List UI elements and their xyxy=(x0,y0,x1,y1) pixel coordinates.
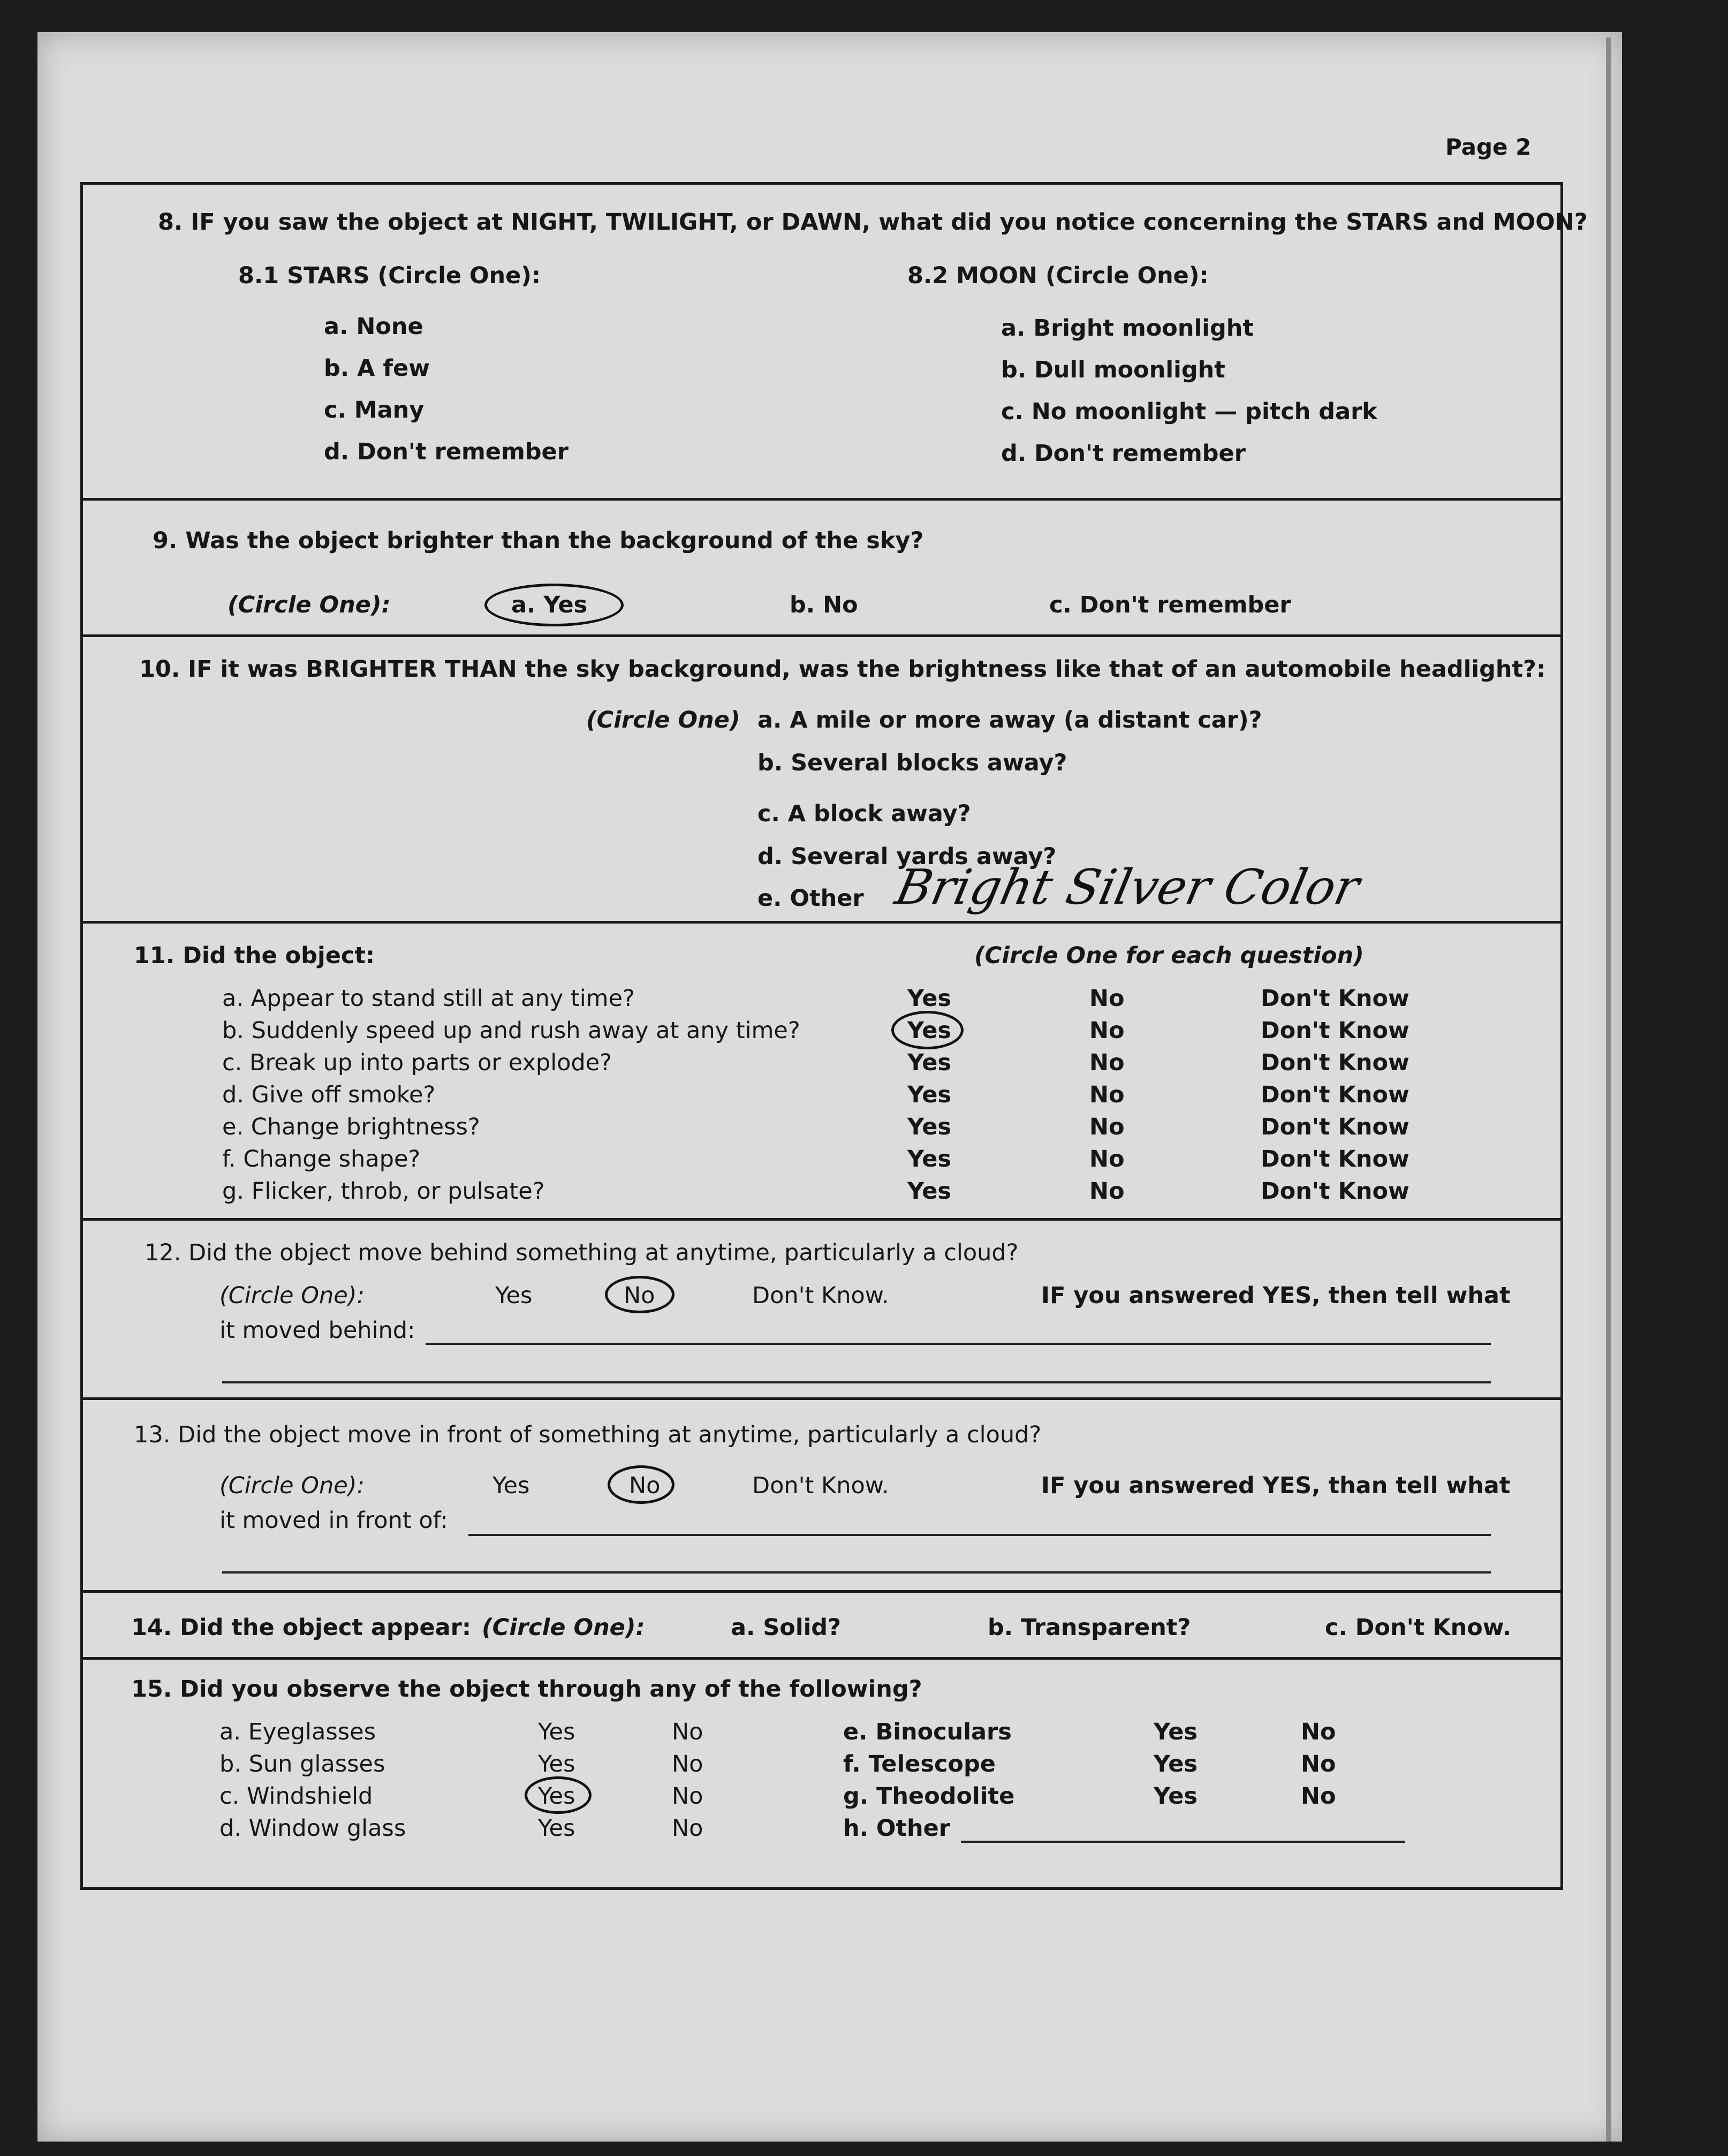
moon-option-b[interactable]: b. Dull moonlight xyxy=(1001,357,1225,383)
q11-row-b-yes[interactable]: Yes xyxy=(907,1017,951,1044)
q15-window-glass-no[interactable]: No xyxy=(672,1815,703,1842)
q11-row-c-label: c. Break up into parts or explode? xyxy=(222,1049,612,1076)
question-14-circle-label: (Circle One): xyxy=(482,1614,645,1641)
scan-edge xyxy=(1606,37,1611,2142)
question-14-section xyxy=(83,1593,1560,1660)
q15-window-glass-label: d. Window glass xyxy=(219,1815,406,1842)
q12-answer-line-2[interactable] xyxy=(222,1381,1491,1383)
q15-sunglasses-label: b. Sun glasses xyxy=(219,1751,385,1777)
q10-option-d[interactable]: d. Several yards away? xyxy=(757,843,1057,870)
stars-option-b[interactable]: b. A few xyxy=(324,355,430,382)
q12-answer-line-1[interactable] xyxy=(426,1343,1491,1345)
q15-telescope-yes[interactable]: Yes xyxy=(1154,1751,1198,1777)
moon-label: 8.2 MOON (Circle One): xyxy=(907,262,1209,289)
q15-binoculars-yes[interactable]: Yes xyxy=(1154,1719,1198,1745)
q9-option-yes[interactable]: a. Yes xyxy=(511,592,588,618)
moon-option-c[interactable]: c. No moonlight — pitch dark xyxy=(1001,398,1377,425)
q11-row-f-no[interactable]: No xyxy=(1089,1146,1125,1172)
q14-option-transparent[interactable]: b. Transparent? xyxy=(988,1614,1191,1641)
q11-row-e-dont-know[interactable]: Don't Know xyxy=(1261,1114,1409,1140)
question-8-text: 8. IF you saw the object at NIGHT, TWILIGHT, or DAWN, what did you notice concerning the STARS and MOON? xyxy=(158,209,1588,236)
stars-option-c[interactable]: c. Many xyxy=(324,397,425,423)
q15-binoculars-label: e. Binoculars xyxy=(843,1719,1012,1745)
q9-option-no[interactable]: b. No xyxy=(790,592,858,618)
q15-windshield-no[interactable]: No xyxy=(672,1783,703,1810)
q15-window-glass-yes[interactable]: Yes xyxy=(538,1815,575,1842)
q12-option-no[interactable]: No xyxy=(624,1282,655,1309)
q15-theodolite-yes[interactable]: Yes xyxy=(1154,1783,1198,1810)
question-13-section xyxy=(83,1400,1560,1593)
q11-row-b-yes-circle-mark xyxy=(891,1011,964,1049)
q12-followup-label: it moved behind: xyxy=(219,1317,415,1344)
q15-theodolite-label: g. Theodolite xyxy=(843,1783,1015,1810)
moon-option-a[interactable]: a. Bright moonlight xyxy=(1001,315,1254,342)
question-12-section xyxy=(83,1221,1560,1400)
q10-option-a[interactable]: a. A mile or more away (a distant car)? xyxy=(757,707,1262,733)
question-14-text: 14. Did the object appear: xyxy=(131,1614,472,1641)
stars-option-d[interactable]: d. Don't remember xyxy=(324,438,569,465)
q15-theodolite-no[interactable]: No xyxy=(1301,1783,1336,1810)
question-9-circle-label: (Circle One): xyxy=(228,592,391,618)
q11-row-b-no[interactable]: No xyxy=(1089,1017,1125,1044)
q12-if-yes-instruction: IF you answered YES, then tell what xyxy=(1041,1282,1511,1309)
q11-row-e-label: e. Change brightness? xyxy=(222,1114,480,1140)
q11-row-b-dont-know[interactable]: Don't Know xyxy=(1261,1017,1409,1044)
q9-option-dont-remember[interactable]: c. Don't remember xyxy=(1049,592,1291,618)
stars-option-a[interactable]: a. None xyxy=(324,313,423,340)
q11-row-e-no[interactable]: No xyxy=(1089,1114,1125,1140)
q11-row-a-label: a. Appear to stand still at any time? xyxy=(222,985,635,1012)
question-13-text: 13. Did the object move in front of something at anytime, particularly a cloud? xyxy=(134,1421,1042,1448)
question-10-text: 10. IF it was BRIGHTER THAN the sky background, was the brightness like that of an automobile headlight?: xyxy=(139,656,1546,683)
q9-yes-circle-mark xyxy=(484,584,624,626)
q11-row-c-yes[interactable]: Yes xyxy=(907,1049,951,1076)
page-number: Page 2 xyxy=(1445,134,1532,160)
q12-option-dont-know[interactable]: Don't Know. xyxy=(752,1282,889,1309)
q15-other-label: h. Other xyxy=(843,1815,951,1842)
question-10-circle-label: (Circle One) xyxy=(586,707,740,733)
q13-no-circle-mark xyxy=(608,1465,674,1504)
question-11-section xyxy=(83,924,1560,1221)
q15-eyeglasses-yes[interactable]: Yes xyxy=(538,1719,575,1745)
q15-other-answer-line[interactable] xyxy=(961,1841,1405,1843)
q11-row-c-dont-know[interactable]: Don't Know xyxy=(1261,1049,1409,1076)
q15-windshield-yes-circle-mark xyxy=(525,1776,592,1814)
q11-row-e-yes[interactable]: Yes xyxy=(907,1114,951,1140)
q11-row-b-label: b. Suddenly speed up and rush away at any time? xyxy=(222,1017,800,1044)
q13-option-yes[interactable]: Yes xyxy=(492,1472,530,1499)
q11-row-d-label: d. Give off smoke? xyxy=(222,1081,436,1108)
q11-row-g-yes[interactable]: Yes xyxy=(907,1178,951,1205)
q11-row-g-no[interactable]: No xyxy=(1089,1178,1125,1205)
q12-option-yes[interactable]: Yes xyxy=(495,1282,533,1309)
q13-answer-line-2[interactable] xyxy=(222,1571,1491,1573)
q10-option-c[interactable]: c. A block away? xyxy=(757,800,971,827)
q10-option-e[interactable]: e. Other xyxy=(757,885,864,912)
q11-row-d-yes[interactable]: Yes xyxy=(907,1081,951,1108)
q13-answer-line-1[interactable] xyxy=(468,1534,1491,1536)
q11-row-a-no[interactable]: No xyxy=(1089,985,1125,1012)
q13-option-dont-know[interactable]: Don't Know. xyxy=(752,1472,889,1499)
question-12-text: 12. Did the object move behind something at anytime, particularly a cloud? xyxy=(145,1239,1019,1266)
question-9-section xyxy=(83,501,1560,637)
q11-row-g-dont-know[interactable]: Don't Know xyxy=(1261,1178,1409,1205)
q10-option-b[interactable]: b. Several blocks away? xyxy=(757,750,1067,776)
q15-eyeglasses-label: a. Eyeglasses xyxy=(219,1719,376,1745)
q11-row-f-label: f. Change shape? xyxy=(222,1146,421,1172)
question-15-text: 15. Did you observe the object through any of the following? xyxy=(131,1676,922,1703)
q15-telescope-label: f. Telescope xyxy=(843,1751,996,1777)
q11-row-d-dont-know[interactable]: Don't Know xyxy=(1261,1081,1409,1108)
question-13-circle-label: (Circle One): xyxy=(219,1472,365,1499)
q11-row-f-yes[interactable]: Yes xyxy=(907,1146,951,1172)
q10-handwritten-other: Bright Silver Color xyxy=(890,859,1365,916)
q15-sunglasses-no[interactable]: No xyxy=(672,1751,703,1777)
question-8-section xyxy=(83,185,1588,501)
q15-windshield-yes[interactable]: Yes xyxy=(538,1783,575,1810)
q11-row-d-no[interactable]: No xyxy=(1089,1081,1125,1108)
question-9-text: 9. Was the object brighter than the background of the sky? xyxy=(153,527,924,554)
q15-eyeglasses-no[interactable]: No xyxy=(672,1719,703,1745)
moon-option-d[interactable]: d. Don't remember xyxy=(1001,440,1246,467)
q15-telescope-no[interactable]: No xyxy=(1301,1751,1336,1777)
q11-row-a-dont-know[interactable]: Don't Know xyxy=(1261,985,1409,1012)
q14-option-solid[interactable]: a. Solid? xyxy=(731,1614,842,1641)
q11-row-g-label: g. Flicker, throb, or pulsate? xyxy=(222,1178,545,1205)
question-12-circle-label: (Circle One): xyxy=(219,1282,365,1309)
question-15-section xyxy=(83,1660,1560,1887)
questionnaire-form xyxy=(80,182,1588,1890)
stars-label: 8.1 STARS (Circle One): xyxy=(238,262,541,289)
question-11-text: 11. Did the object: xyxy=(134,942,375,969)
question-11-circle-label: (Circle One for each question) xyxy=(974,942,1364,969)
q12-no-circle-mark xyxy=(605,1276,674,1313)
q11-row-f-dont-know[interactable]: Don't Know xyxy=(1261,1146,1409,1172)
q14-option-dont-know[interactable]: c. Don't Know. xyxy=(1325,1614,1512,1641)
q13-if-yes-instruction: IF you answered YES, than tell what xyxy=(1041,1472,1511,1499)
q11-row-c-no[interactable]: No xyxy=(1089,1049,1125,1076)
q15-binoculars-no[interactable]: No xyxy=(1301,1719,1336,1745)
q13-option-no[interactable]: No xyxy=(629,1472,661,1499)
q15-windshield-label: c. Windshield xyxy=(219,1783,373,1810)
q11-row-a-yes[interactable]: Yes xyxy=(907,985,951,1012)
q13-followup-label: it moved in front of: xyxy=(219,1507,448,1534)
question-10-section xyxy=(83,637,1560,924)
q15-sunglasses-yes[interactable]: Yes xyxy=(538,1751,575,1777)
